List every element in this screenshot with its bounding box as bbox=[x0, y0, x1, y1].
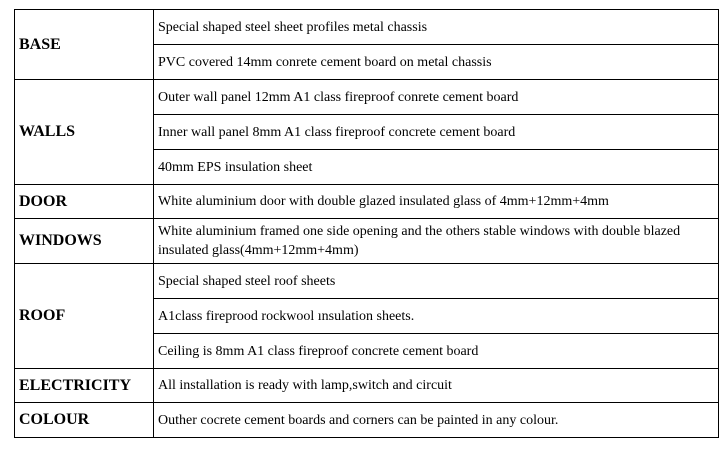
description-cell: Outher cocrete cement boards and corners can be painted in any colour. bbox=[154, 403, 719, 438]
category-cell-door: DOOR bbox=[15, 185, 154, 219]
category-cell-windows: WINDOWS bbox=[15, 219, 154, 264]
description-cell: All installation is ready with lamp,switch and circuit bbox=[154, 369, 719, 403]
category-cell-colour: COLOUR bbox=[15, 403, 154, 438]
table-row bbox=[15, 219, 719, 264]
category-cell-base: BASE bbox=[15, 10, 154, 80]
description-cell: Inner wall panel 8mm A1 class fireproof concrete cement board bbox=[154, 115, 719, 150]
description-cell: Special shaped steel sheet profiles metal chassis bbox=[154, 10, 719, 45]
description-cell: White aluminium door with double glazed insulated glass of 4mm+12mm+4mm bbox=[154, 185, 719, 219]
description-cell: Ceiling is 8mm A1 class fireproof concrete cement board bbox=[154, 334, 719, 369]
category-cell-electricity: ELECTRICITY bbox=[15, 369, 154, 403]
table-row bbox=[15, 10, 719, 45]
table-row bbox=[15, 264, 719, 299]
category-cell-walls: WALLS bbox=[15, 80, 154, 185]
description-cell: A1class fireprood rockwool ınsulation sheets. bbox=[154, 299, 719, 334]
description-cell: PVC covered 14mm conrete cement board on metal chassis bbox=[154, 45, 719, 80]
description-cell: White aluminium framed one side opening and the others stable windows with double blazed insulated glass(4mm+12mm+4mm) bbox=[154, 219, 719, 264]
description-cell: 40mm EPS insulation sheet bbox=[154, 150, 719, 185]
description-cell: Outer wall panel 12mm A1 class fireproof conrete cement board bbox=[154, 80, 719, 115]
table-row bbox=[15, 403, 719, 438]
table-row bbox=[15, 80, 719, 115]
table-row bbox=[15, 185, 719, 219]
description-cell: Special shaped steel roof sheets bbox=[154, 264, 719, 299]
category-cell-roof: ROOF bbox=[15, 264, 154, 369]
table-row bbox=[15, 369, 719, 403]
specification-table bbox=[14, 9, 719, 438]
